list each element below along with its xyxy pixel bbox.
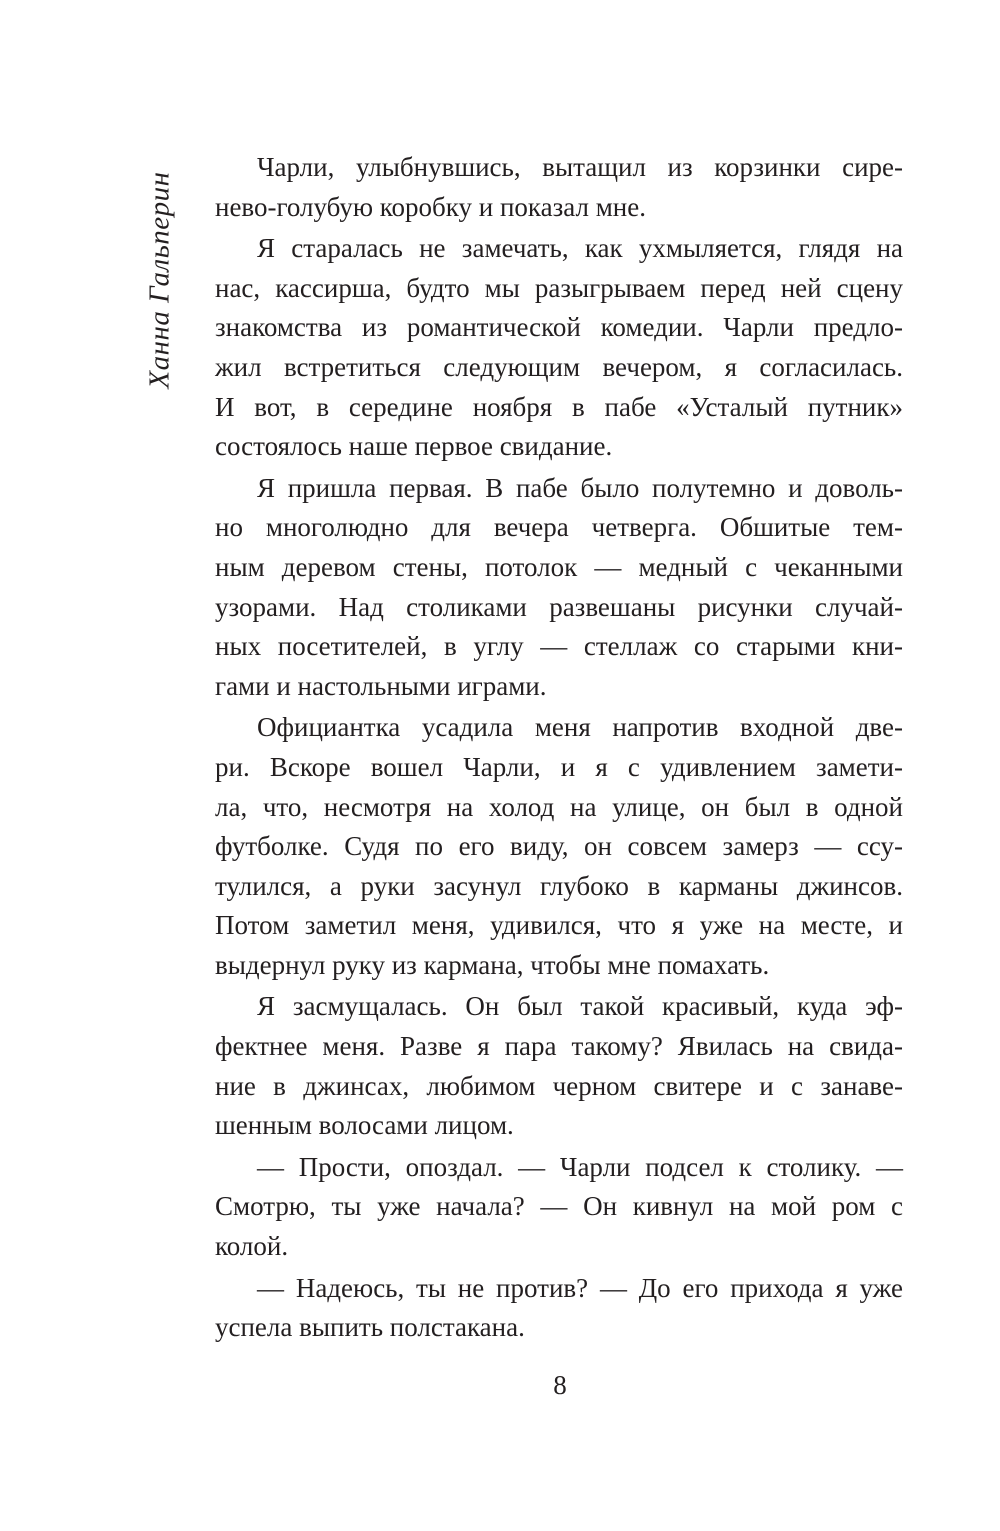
text-line: И вот, в середине ноября в пабе «Усталый путник»	[215, 391, 903, 422]
text-line: ным деревом стены, потолок — медный с чеканными	[215, 551, 903, 582]
text-line: Я пришла первая. В пабе было полутемно и доволь-	[257, 472, 903, 503]
text-line: жил встретиться следующим вечером, я согласилась.	[215, 351, 903, 382]
text-line: Смотрю, ты уже начала? — Он кивнул на мой ром с	[215, 1191, 903, 1222]
text-line: узорами. Над столиками развешаны рисунки случай-	[215, 591, 903, 622]
text-line: тулился, а руки засунул глубоко в карманы джинсов.	[215, 870, 903, 901]
text-line: ние в джинсах, любимом черном свитере и с занаве-	[215, 1070, 903, 1101]
text-line: колой.	[215, 1231, 289, 1262]
text-line: нас, кассирша, будто мы разыгрываем перед ней сцену	[215, 272, 903, 303]
text-line: Чарли, улыбнувшись, вытащил из корзинки сире-	[257, 152, 903, 182]
text-line: ри. Вскоре вошел Чарли, и я с удивлением замети-	[215, 751, 903, 782]
text-line: знакомства из романтической комедии. Чарли предло-	[215, 312, 903, 343]
text-line: гами и настольными играми.	[215, 670, 547, 701]
text-line: футболке. Судя по его виду, он совсем замерз — ссу-	[215, 831, 903, 862]
text-line: успела выпить полстакана.	[215, 1312, 525, 1343]
text-line: выдернул руку из кармана, чтобы мне помахать.	[215, 949, 770, 980]
text-line: ных посетителей, в углу — стеллаж со старыми кни-	[215, 631, 903, 662]
text-line: Я старалась не замечать, как ухмыляется, глядя на	[257, 233, 903, 264]
text-line: — Надеюсь, ты не против? — До его прихода я уже	[257, 1272, 903, 1303]
text-line: нево-голубую коробку и показал мне.	[215, 191, 646, 222]
text-line: Я засмущалась. Он был такой красивый, куда эф-	[257, 991, 903, 1022]
text-line: Официантка усадила меня напротив входной две-	[257, 712, 903, 743]
page-number: 8	[553, 1370, 567, 1400]
running-head-author: Ханна Гальперин	[143, 171, 176, 389]
text-line: шенным волосами лицом.	[215, 1110, 514, 1141]
text-line: но многолюдно для вечера четверга. Обшитые тем-	[215, 512, 903, 543]
body-text	[215, 148, 903, 1348]
text-line: фектнее меня. Разве я пара такому? Явилась на свида-	[215, 1031, 903, 1062]
text-line: — Прости, опоздал. — Чарли подсел к столику. —	[257, 1151, 903, 1182]
text-line: ла, что, несмотря на холод на улице, он был в одной	[215, 791, 903, 822]
text-line: состоялось наше первое свидание.	[215, 431, 613, 462]
text-line: Потом заметил меня, удивился, что я уже на месте, и	[215, 910, 903, 941]
